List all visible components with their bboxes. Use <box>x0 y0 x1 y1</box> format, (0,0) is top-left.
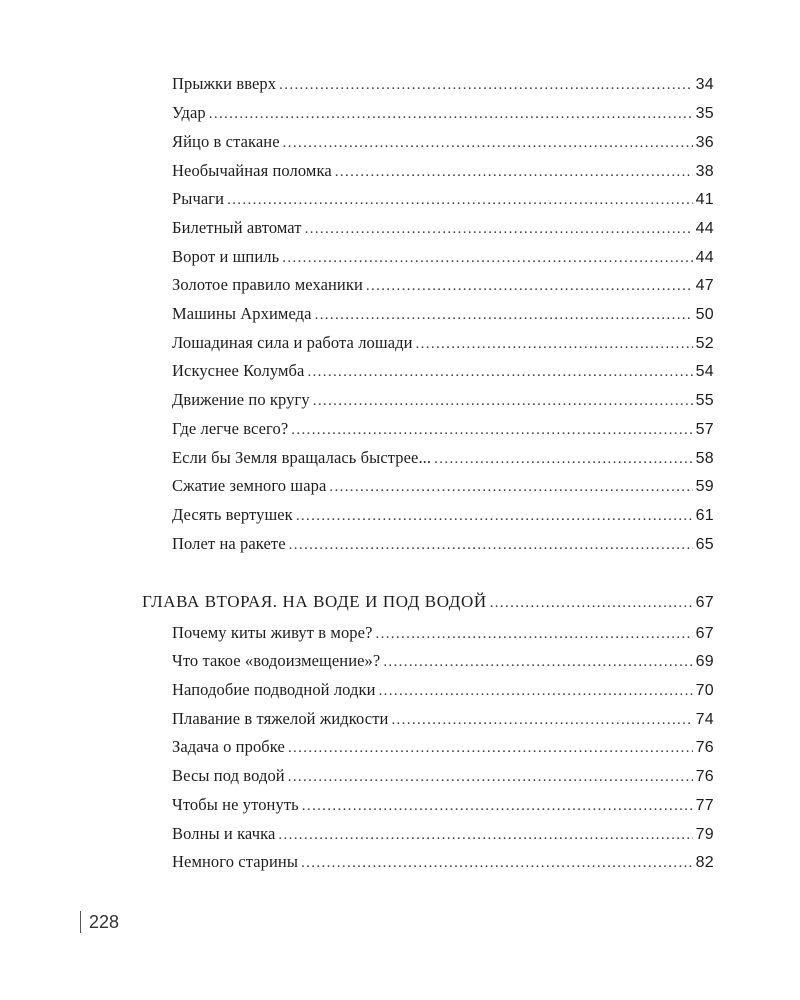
toc-entry <box>172 530 714 558</box>
toc-entry-title: Билетный автомат <box>172 218 302 237</box>
toc-entry <box>172 415 714 443</box>
page-number <box>80 910 119 934</box>
toc-entry-title: Прыжки вверх <box>172 74 277 93</box>
toc-dot-leader <box>291 416 692 444</box>
toc-entry-page: 41 <box>695 191 714 208</box>
toc-entry <box>172 128 714 156</box>
toc-entry <box>172 472 714 500</box>
toc-entry-title: Почему киты живут в море? <box>172 623 373 642</box>
toc-dot-leader <box>296 502 693 530</box>
toc-entry-page: 69 <box>695 653 714 670</box>
toc-entry <box>172 733 714 761</box>
chapter-title: ГЛАВА ВТОРАЯ. НА ВОДЕ И ПОД ВОДОЙ <box>142 592 487 611</box>
toc-dot-leader <box>376 620 693 648</box>
toc-entry <box>172 357 714 385</box>
toc-dot-leader <box>288 734 693 762</box>
toc-entry <box>172 676 714 704</box>
toc-dot-leader <box>278 821 692 849</box>
toc-entry-page: 34 <box>695 76 714 93</box>
toc-entry-title: Что такое «водоизмещение»? <box>172 651 381 670</box>
toc-entry-title: Рычаги <box>172 189 225 208</box>
toc-entry <box>172 70 714 98</box>
toc-dot-leader <box>302 792 693 820</box>
toc-entry-title: Лошадиная сила и работа лошади <box>172 333 413 352</box>
toc-entry-page: 50 <box>695 306 714 323</box>
toc-entry-page: 44 <box>695 249 714 266</box>
toc-entry-title: Удар <box>172 103 206 122</box>
toc-dot-leader <box>391 706 692 734</box>
toc-entry-title: Где легче всего? <box>172 419 289 438</box>
toc-entry <box>172 243 714 271</box>
toc-dot-leader <box>209 100 693 128</box>
toc-entry <box>172 329 714 357</box>
toc-dot-leader <box>288 763 693 791</box>
toc-entry <box>172 705 714 733</box>
toc-entry-page: 35 <box>695 105 714 122</box>
toc-entry <box>172 791 714 819</box>
toc-dot-leader <box>329 473 692 501</box>
toc-entry-title: Плавание в тяжелой жидкости <box>172 709 389 728</box>
toc-entry-page: 57 <box>695 421 714 438</box>
toc-entry <box>172 99 714 127</box>
toc-entry-title: Сжатие земного шара <box>172 476 327 495</box>
toc-entry <box>172 848 714 876</box>
toc-entry <box>172 820 714 848</box>
toc-entry-title: Машины Архимеда <box>172 304 312 323</box>
toc-entry-page: 44 <box>695 220 714 237</box>
toc-entry-page: 76 <box>695 768 714 785</box>
toc-entry-page: 54 <box>695 363 714 380</box>
toc-entry <box>172 762 714 790</box>
toc-dot-leader <box>434 445 692 473</box>
toc-entry <box>172 214 714 242</box>
toc-dot-leader <box>289 531 693 559</box>
toc-entry-page: 58 <box>695 450 714 467</box>
toc-entry-page: 67 <box>695 625 714 642</box>
toc-entry-page: 38 <box>695 163 714 180</box>
toc-entry <box>172 444 714 472</box>
toc-entry <box>172 647 714 675</box>
toc-dot-leader <box>315 301 693 329</box>
toc-entry-page: 36 <box>695 134 714 151</box>
toc-dot-leader <box>283 129 693 157</box>
toc-entry-title: Наподобие подводной лодки <box>172 680 376 699</box>
toc-entry-title: Необычайная поломка <box>172 161 332 180</box>
toc-entry <box>172 157 714 185</box>
toc-entry-page: 79 <box>695 826 714 843</box>
toc-entry-title: Чтобы не утонуть <box>172 795 299 814</box>
toc-entry-page: 76 <box>695 739 714 756</box>
toc-entry-title: Ворот и шпиль <box>172 247 280 266</box>
toc-dot-leader <box>416 330 693 358</box>
toc-dot-leader <box>282 244 692 272</box>
toc-entry-page: 61 <box>695 507 714 524</box>
toc-entry-title: Если бы Земля вращалась быстрее... <box>172 448 432 467</box>
toc-dot-leader <box>490 589 693 617</box>
toc-entry-title: Волны и качка <box>172 824 276 843</box>
chapter-page: 67 <box>695 594 714 611</box>
toc-dot-leader <box>383 648 692 676</box>
toc-entry-page: 52 <box>695 335 714 352</box>
toc-entry-title: Искуснее Колумба <box>172 361 305 380</box>
toc-entry <box>172 300 714 328</box>
toc-entry <box>172 501 714 529</box>
toc-entry-title: Золотое правило механики <box>172 275 363 294</box>
toc-dot-leader <box>227 186 693 214</box>
toc-dot-leader <box>313 387 693 415</box>
toc-entry-page: 77 <box>695 797 714 814</box>
toc-entry-title: Движение по кругу <box>172 390 310 409</box>
toc-entry <box>172 271 714 299</box>
toc-dot-leader <box>305 215 693 243</box>
toc-entry-title: Весы под водой <box>172 766 285 785</box>
toc-entry-title: Десять вертушек <box>172 505 293 524</box>
toc-entry <box>172 619 714 647</box>
toc-entry-page: 55 <box>695 392 714 409</box>
toc-dot-leader <box>307 358 692 386</box>
toc-entry-page: 47 <box>695 277 714 294</box>
toc-chapter-heading <box>142 588 714 616</box>
toc-entry-page: 74 <box>695 711 714 728</box>
toc-entry-title: Немного старины <box>172 852 299 871</box>
toc-dot-leader <box>335 158 693 186</box>
toc-dot-leader <box>301 849 693 877</box>
toc-dot-leader <box>366 272 693 300</box>
toc-entry-page: 59 <box>695 478 714 495</box>
toc-entry-page: 65 <box>695 536 714 553</box>
toc-entry-page: 70 <box>695 682 714 699</box>
folio-divider <box>80 911 81 933</box>
toc-dot-leader <box>379 677 693 705</box>
toc-entry <box>172 185 714 213</box>
toc-entry-title: Полет на ракете <box>172 534 286 553</box>
toc-entry <box>172 386 714 414</box>
toc-entry-title: Яйцо в стакане <box>172 132 280 151</box>
folio-number: 228 <box>89 911 120 932</box>
toc-entry-page: 82 <box>695 854 714 871</box>
toc-dot-leader <box>279 71 692 99</box>
toc-entry-title: Задача о пробке <box>172 737 285 756</box>
